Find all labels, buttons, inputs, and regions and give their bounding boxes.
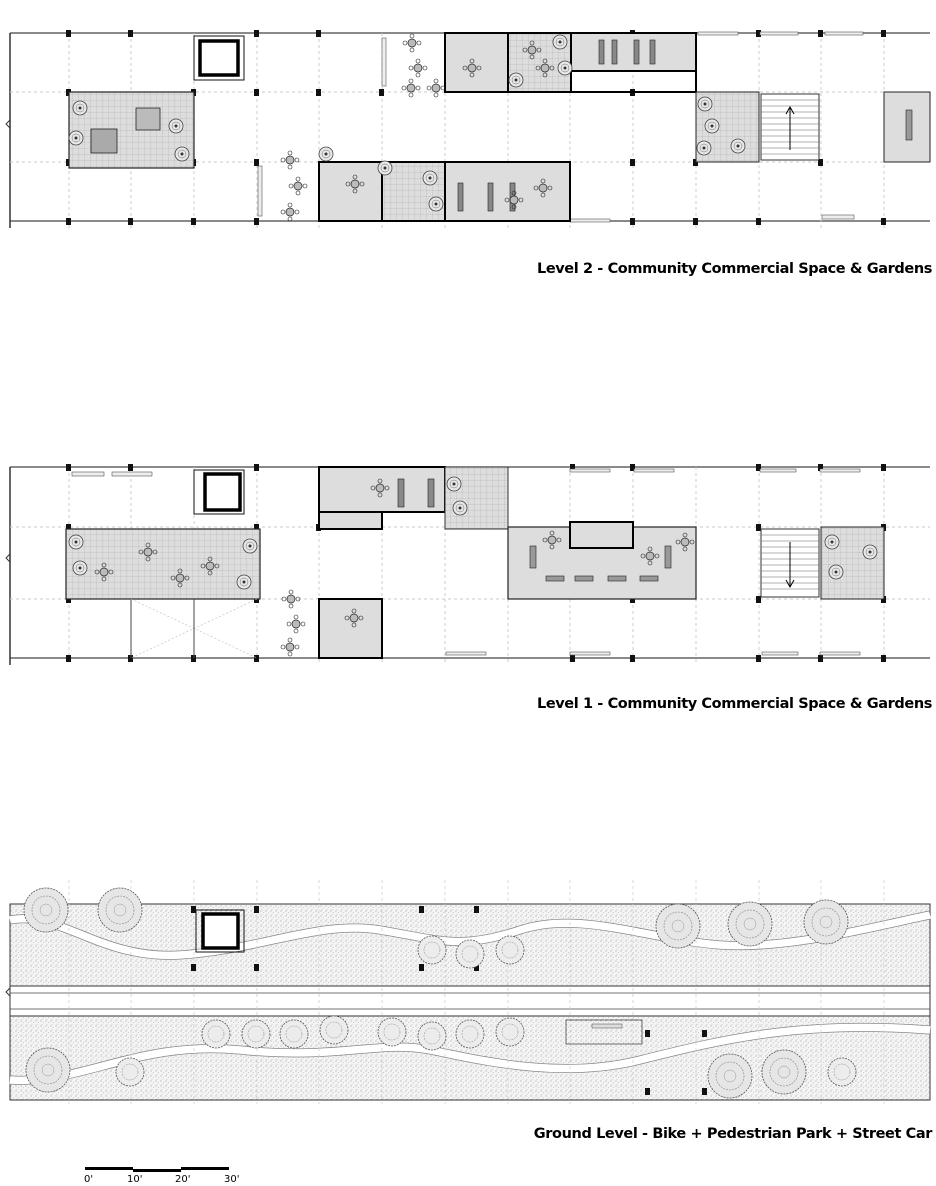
level-1-drawing xyxy=(0,462,936,672)
scale-label-20: 20' xyxy=(175,1174,191,1185)
scale-bar-graphic xyxy=(84,1164,234,1174)
level-2-drawing xyxy=(0,28,936,238)
scale-label-0: 0' xyxy=(84,1174,94,1185)
scale-bar xyxy=(84,1164,240,1186)
scale-label-10: 10' xyxy=(127,1174,143,1185)
ground-level-plan xyxy=(0,880,936,1104)
level-1-plan xyxy=(0,462,936,672)
ground-level-drawing xyxy=(0,880,936,1104)
ground-level-title: Ground Level - Bike + Pedestrian Park + Street Car xyxy=(533,1126,932,1142)
level-1-title: Level 1 - Community Commercial Space & Gardens xyxy=(536,696,932,712)
scale-label-30: 30' xyxy=(224,1174,240,1185)
level-2-plan xyxy=(0,28,936,238)
level-2-title: Level 2 - Community Commercial Space & Gardens xyxy=(536,261,932,277)
